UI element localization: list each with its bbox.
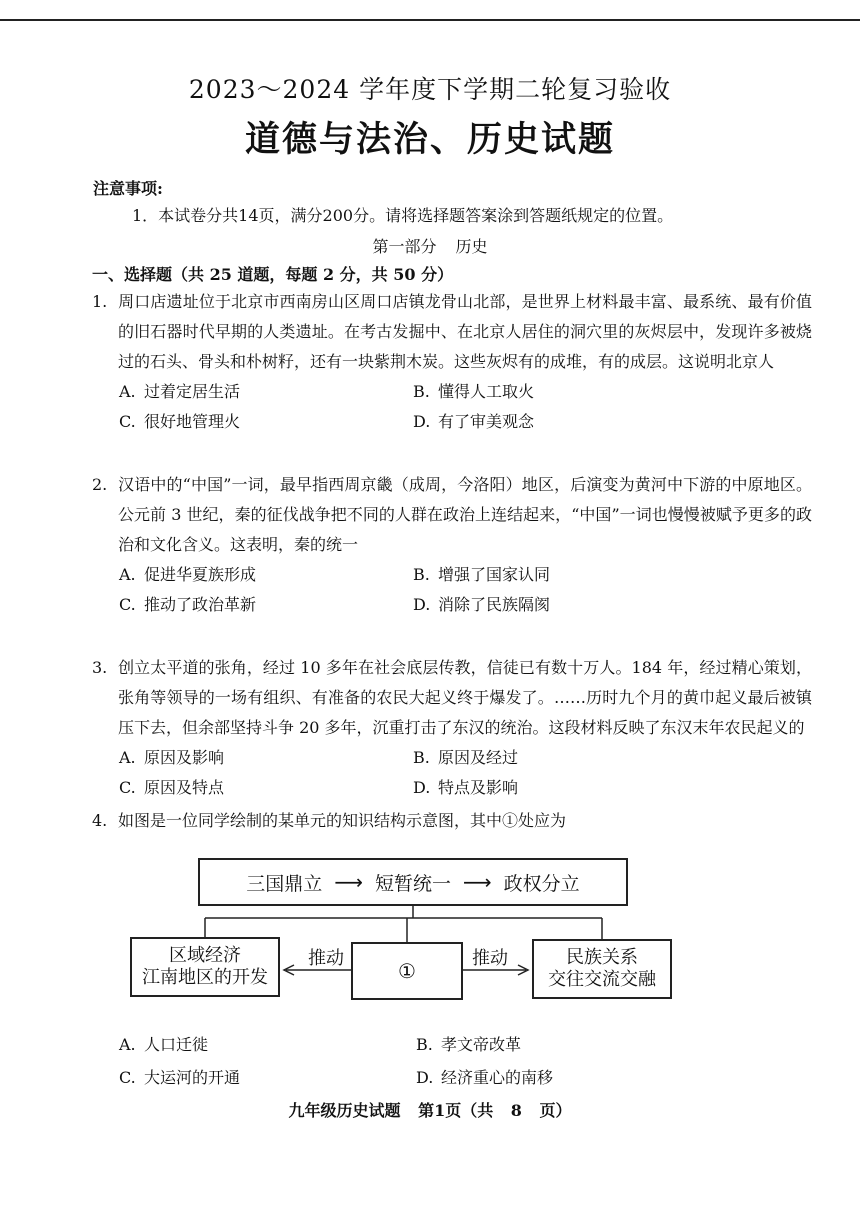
- notice-item: 1．本试卷分共14页，满分200分。请将选择题答案涂到答题纸规定的位置。: [132, 206, 674, 225]
- exam-subtitle: 2023～2024 学年度下学期二轮复习验收: [188, 75, 672, 104]
- option-text: 推动了政治革新: [144, 595, 257, 614]
- question-number: 4.: [92, 811, 108, 830]
- diagram-right-box: [532, 939, 672, 999]
- option-letter: D.: [413, 412, 431, 431]
- option-text: 经济重心的南移: [441, 1068, 554, 1087]
- diagram-left-line: 江南地区的开发: [142, 967, 268, 988]
- diagram-center-box: [351, 942, 463, 1000]
- option-text: 促进华夏族形成: [144, 565, 257, 584]
- option-d[interactable]: [413, 407, 713, 437]
- option-text: 懂得人工取火: [438, 382, 535, 401]
- exam-title: 道德与法治、历史试题: [244, 119, 615, 160]
- arrow-right-icon: ⟶: [463, 870, 492, 894]
- diagram-top-stage: 三国鼎立: [246, 872, 323, 895]
- option-letter: C.: [119, 595, 136, 614]
- options: [119, 560, 812, 620]
- diagram-right-line: 交往交流交融: [548, 969, 656, 990]
- option-letter: C.: [119, 778, 136, 797]
- section-heading: 一、选择题（共 25 道题，每题 2 分，共 50 分）: [92, 265, 454, 284]
- option-letter: A.: [119, 382, 136, 401]
- option-d[interactable]: [413, 590, 713, 620]
- diagram-top-stage: 短暂统一: [374, 872, 451, 895]
- option-a[interactable]: [119, 743, 413, 773]
- question-1: [92, 287, 812, 437]
- question-stem: [92, 653, 812, 743]
- exam-header: [0, 70, 860, 162]
- option-text: 人口迁徙: [144, 1035, 209, 1054]
- question-number: 1.: [92, 292, 108, 311]
- option-text: 增强了国家认同: [438, 565, 551, 584]
- top-rule: [0, 19, 860, 21]
- arrow-right-icon: ⟶: [334, 870, 363, 894]
- question-number: 3.: [92, 658, 108, 677]
- option-d[interactable]: [413, 773, 713, 803]
- knowledge-structure-diagram: [128, 852, 676, 1004]
- push-label-right: 推动: [472, 948, 508, 969]
- option-b[interactable]: [416, 1028, 716, 1061]
- option-b[interactable]: [413, 743, 713, 773]
- options: [119, 743, 812, 803]
- question-text: 如图是一位同学绘制的某单元的知识结构示意图，其中①处应为: [118, 811, 567, 830]
- question-text: 汉语中的“中国”一词，最早指西周京畿（成周，今洛阳）地区，后演变为黄河中下游的中原地区。公元前 3 世纪，秦的征伐战争把不同的人群在政治上连结起来，“中国”一词也慢慢被赋予更多的政治和文化含义。这表明，秦的统一: [118, 475, 812, 554]
- option-letter: D.: [413, 778, 431, 797]
- option-letter: B.: [416, 1035, 433, 1054]
- option-letter: B.: [413, 382, 430, 401]
- option-text: 过着定居生活: [144, 382, 241, 401]
- diagram-center-marker: ①: [398, 959, 416, 983]
- part-heading: 第一部分 历史: [372, 237, 488, 256]
- option-text: 原因及影响: [144, 748, 225, 767]
- diagram-left-box: [130, 937, 280, 997]
- page-footer: 九年级历史试题 第1页（共 8 页）: [288, 1101, 572, 1120]
- option-text: 大运河的开通: [144, 1068, 241, 1087]
- option-letter: B.: [413, 565, 430, 584]
- diagram-top-stage: 政权分立: [503, 872, 580, 895]
- diagram-top-box: [198, 858, 628, 906]
- question-4: [92, 806, 812, 836]
- option-letter: A.: [119, 1035, 136, 1054]
- option-d[interactable]: [416, 1061, 716, 1094]
- options: [119, 1028, 719, 1094]
- notice-heading: 注意事项:: [93, 179, 163, 198]
- question-stem: [92, 470, 812, 560]
- diagram-left-line: 区域经济: [169, 945, 241, 966]
- option-a[interactable]: [119, 560, 413, 590]
- option-letter: B.: [413, 748, 430, 767]
- question-3: [92, 653, 812, 803]
- question-4-options: [119, 1028, 719, 1094]
- option-a[interactable]: [119, 377, 413, 407]
- option-letter: D.: [413, 595, 431, 614]
- question-text: 创立太平道的张角，经过 10 多年在社会底层传教，信徒已有数十万人。184 年，经过精心策划，张角等领导的一场有组织、有准备的农民大起义终于爆发了。……历时九个月的黄巾起义最后被镇压下去，但余部坚持斗争 20 多年，沉重打击了东汉的统治。这段材料反映了东汉末年农民起义的: [118, 658, 812, 737]
- question-stem: [92, 806, 812, 836]
- option-c[interactable]: [119, 773, 413, 803]
- question-text: 周口店遗址位于北京市西南房山区周口店镇龙骨山北部，是世界上材料最丰富、最系统、最有价值的旧石器时代早期的人类遗址。在考古发掘中、在北京人居住的洞穴里的灰烬层中，发现许多被烧过的石头、骨头和朴树籽，还有一块紫荆木炭。这些灰烬有的成堆，有的成层。这说明北京人: [118, 292, 812, 371]
- option-letter: A.: [119, 565, 136, 584]
- option-letter: A.: [119, 748, 136, 767]
- option-text: 孝文帝改革: [441, 1035, 522, 1054]
- question-number: 2.: [92, 475, 108, 494]
- diagram-right-line: 民族关系: [566, 947, 638, 968]
- option-b[interactable]: [413, 560, 713, 590]
- question-2: [92, 470, 812, 620]
- option-letter: C.: [119, 1068, 136, 1087]
- option-letter: D.: [416, 1068, 434, 1087]
- option-c[interactable]: [119, 1061, 416, 1094]
- option-text: 有了审美观念: [438, 412, 535, 431]
- push-label-left: 推动: [308, 948, 344, 969]
- option-text: 很好地管理火: [144, 412, 241, 431]
- option-letter: C.: [119, 412, 136, 431]
- option-b[interactable]: [413, 377, 713, 407]
- option-text: 消除了民族隔阂: [438, 595, 551, 614]
- option-c[interactable]: [119, 407, 413, 437]
- option-c[interactable]: [119, 590, 413, 620]
- options: [119, 377, 812, 437]
- question-stem: [92, 287, 812, 377]
- option-a[interactable]: [119, 1028, 416, 1061]
- option-text: 原因及经过: [438, 748, 519, 767]
- option-text: 特点及影响: [438, 778, 519, 797]
- option-text: 原因及特点: [144, 778, 225, 797]
